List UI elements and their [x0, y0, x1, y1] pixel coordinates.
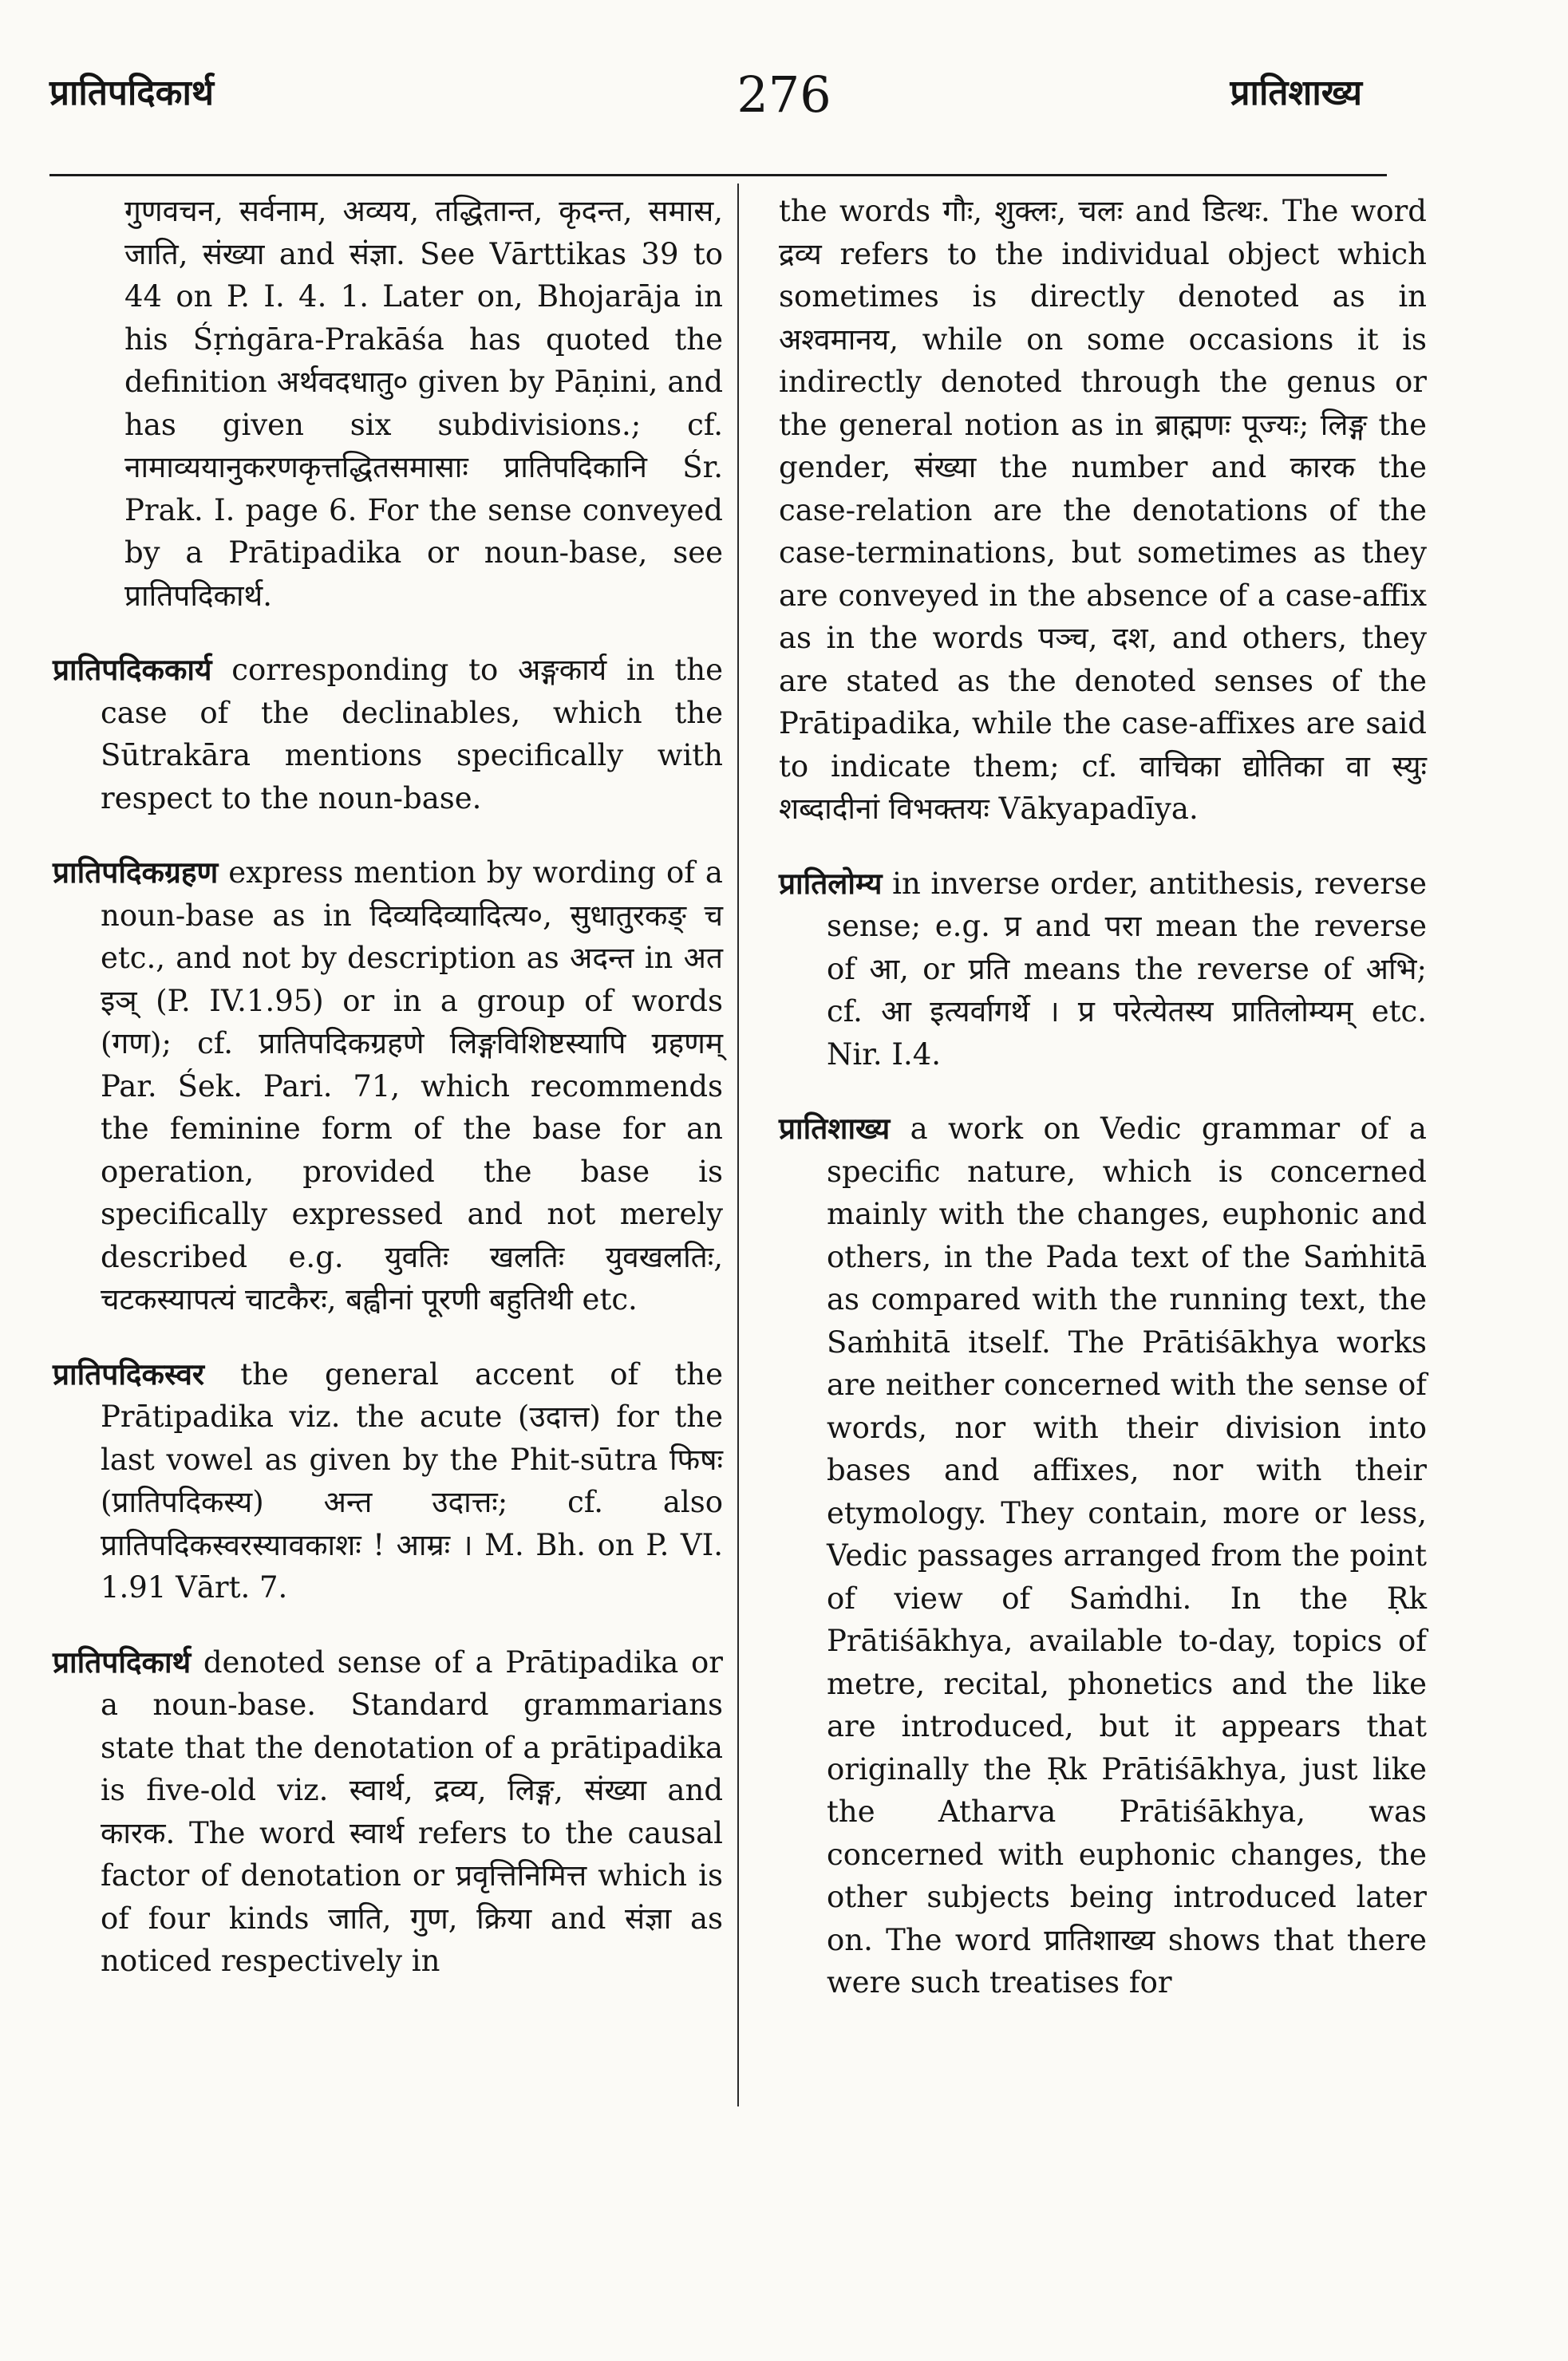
entry-text: the general accent of the Prātipadika viz. the acute (उदात्त) for the last vowel as given by the Phit-sūtra फिषः (प्रातिपदिकस्य) अन्त उदात्तः; cf. also प्रातिपदिकस्वरस्यावकाशः ! आम्रः । M. Bh. on P. VI. 1.91 Vārt. 7.	[101, 1356, 723, 1605]
dictionary-entry	[779, 863, 1427, 1076]
dictionary-entry	[53, 851, 723, 1321]
dictionary-entry	[53, 1353, 723, 1609]
entry-headword: प्रातिशाख्य	[779, 1111, 891, 1146]
entry-text: the words गौः, शुक्लः, चलः and डित्थः. The word द्रव्य refers to the individual object which sometimes is directly denoted as in अश्वमानय, while on some occasions it is indirectly denoted through the genus or the general notion as in ब्राह्मणः पूज्यः; लिङ्ग the gender, संख्या the number and कारक the case-relation are the denotations of the case-terminations, but sometimes as they are conveyed in the absence of a case-affix as in the words पञ्च, दश, and others, they are stated as the denoted senses of the Prātipadika, while the case-affixes are said to indicate them; cf. वाचिका द्योतिका वा स्युः शब्दादीनां विभक्तयः Vākyapadīya.	[779, 194, 1427, 826]
entry-headword: प्रातिपदिकार्थ	[53, 1644, 192, 1680]
entry-headword: प्रातिलोम्य	[779, 865, 883, 901]
column-divider	[737, 184, 739, 2106]
entry-headword: प्रातिपदिककार्य	[53, 652, 212, 687]
entry-text: denoted sense of a Prātipadika or a noun-base. Standard grammarians state that the denotation of a prātipadika is five-old viz. स्वार्थ, द्रव्य, लिङ्ग, संख्या and कारक. The word स्वार्थ refers to the causal factor of denotation or प्रवृत्तिनिमित्त which is of four kinds जाति, गुण, क्रिया and संज्ञा as noticed respectively in	[101, 1644, 723, 1978]
entry-continuation	[779, 190, 1427, 831]
left-column	[53, 190, 723, 2015]
entry-text: express mention by wording of a noun-base as in दिव्यदिव्यादित्य०, सुधातुरकङ् च etc., and not by description as अदन्त in अत इञ् (P. IV.1.95) or in a group of words (गण); cf. प्रातिपदिकग्रहणे लिङ्गविशिष्टस्यापि ग्रहणम् Par. Śek. Pari. 71, which recommends the feminine form of the base for an operation, provided the base is specifically expressed and not merely described e.g. युवतिः खलतिः युवखलतिः, चटकस्यापत्यं चाटकैरः, बह्वीनां पूरणी बहुतिथी etc.	[101, 855, 723, 1317]
entry-text: in inverse order, antithesis, reverse sense; e.g. प्र and परा mean the reverse of आ, or प्रति means the reverse of अभि; cf. आ इत्यर्वागर्थे । प्र परेत्येतस्य प्रातिलोम्यम् etc. Nir. I.4.	[827, 866, 1427, 1072]
dictionary-entry	[53, 1641, 723, 1983]
entry-text: गुणवचन, सर्वनाम, अव्यय, तद्धितान्त, कृदन्त, समास, जाति, संख्या and संज्ञा. See Vārttikas 39 to 44 on P. I. 4. 1. Later on, Bhojarāja in his Śṛṅgāra-Prakāśa has quoted the definition अर्थवदधातु० given by Pāṇini, and has given six subdivisions.; cf. नामाव्ययानुकरणकृत्तद्धितसमासाः प्रातिपदिकानि Śr. Prak. I. page 6. For the sense conveyed by a Prātipadika or noun-base, see प्रातिपदिकार्थ.	[124, 194, 723, 613]
dictionary-entry	[53, 649, 723, 819]
page-number: 276	[737, 65, 831, 124]
right-column	[779, 190, 1427, 2036]
running-head-left: प्रातिपदिकार्थ	[49, 73, 214, 113]
entry-headword: प्रातिपदिकस्वर	[53, 1356, 205, 1392]
running-head-right: प्रातिशाख्य	[1230, 73, 1362, 113]
dictionary-entry	[779, 1107, 1427, 2004]
entry-headword: प्रातिपदिकग्रहण	[53, 855, 219, 890]
entry-continuation	[53, 190, 723, 617]
entry-text: a work on Vedic grammar of a specific nature, which is concerned mainly with the changes, euphonic and others, in the Pada text of the Saṁhitā as compared with the running text, the Saṁhitā itself. The Prātiśākhya works are neither concerned with the sense of words, nor with their division into bases and affixes, nor with their etymology. They contain, more or less, Vedic passages arranged from the point of view of Saṁdhi. In the Ṛk Prātiśākhya, available to-day, topics of metre, recital, phonetics and the like are introduced, but it appears that originally the Ṛk Prātiśākhya, just like the Atharva Prātiśākhya, was concerned with euphonic changes, the other subjects being introduced later on. The word प्रातिशाख्य shows that there were such treatises for	[827, 1111, 1427, 2000]
entry-text: corresponding to अङ्गकार्य in the case of the declinables, which the Sūtrakāra mentions specifically with respect to the noun-base.	[101, 653, 723, 815]
header-rule	[49, 174, 1387, 176]
